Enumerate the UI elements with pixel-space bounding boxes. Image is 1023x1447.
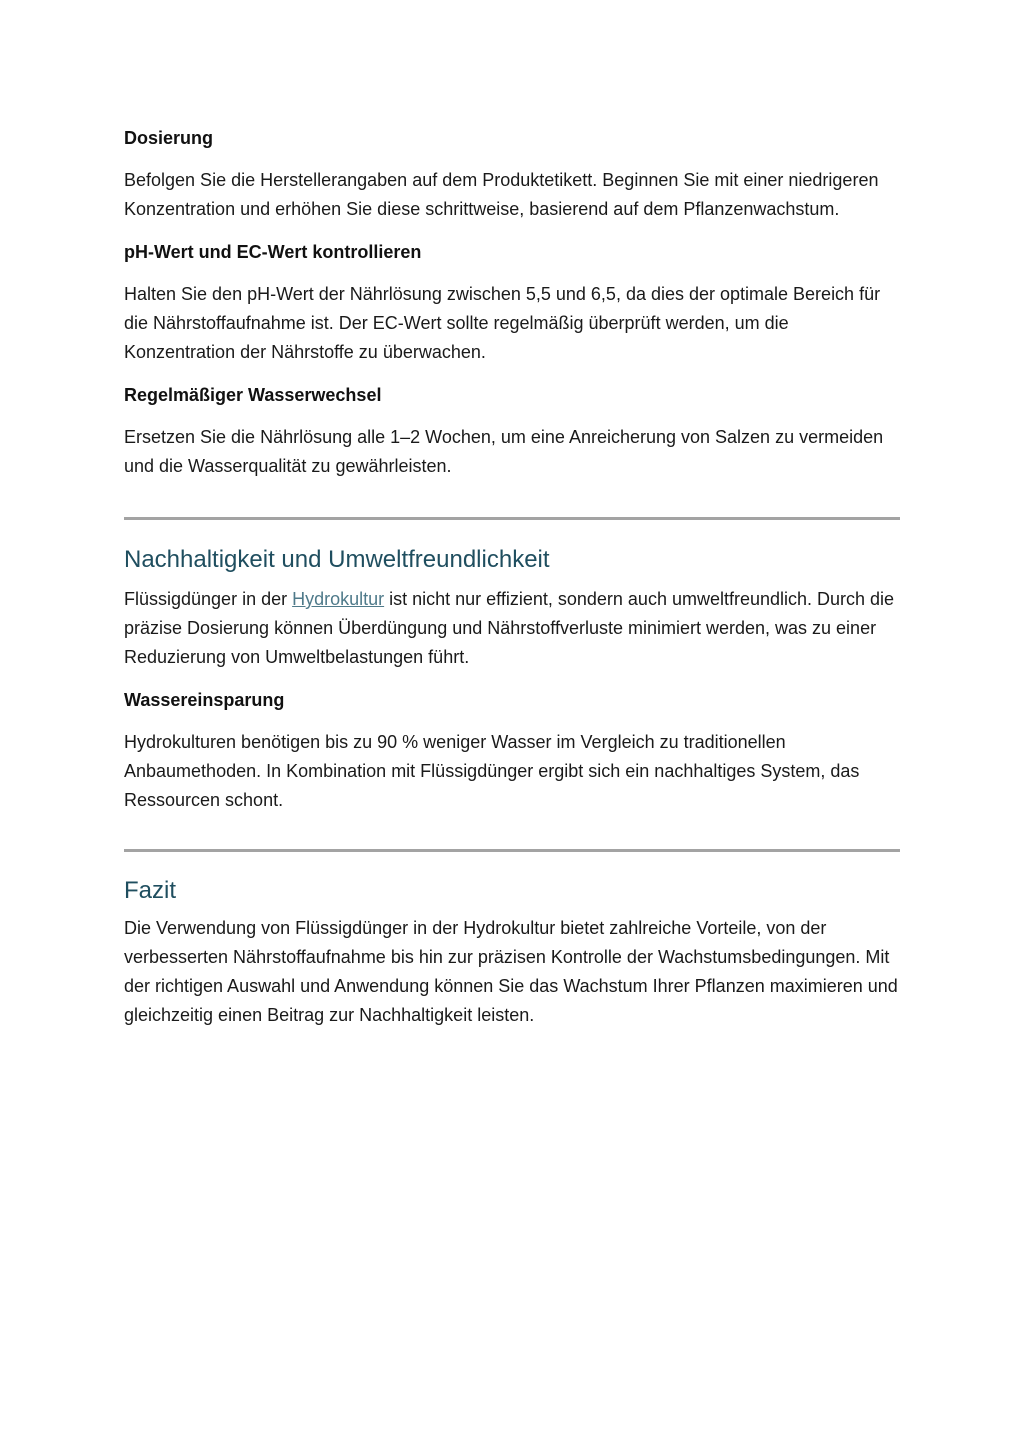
intro-text-before-link: Flüssigdünger in der [124,589,293,609]
paragraph-ph-ec: Halten Sie den pH-Wert der Nährlösung zwischen 5,5 und 6,5, da dies der optimale Bereich für die Nährstoffaufnahme ist. Der EC-Wert sollte regelmäßig überprüft werden, um die Konzentration der Nährstoffe zu überwachen. [124,284,881,362]
document-page [124,118,900,1030]
section-divider [124,517,900,520]
heading-dosierung: Dosierung [124,128,214,148]
section-title-fazit: Fazit [124,877,177,904]
heading-ph-ec: pH-Wert und EC-Wert kontrollieren [124,242,422,262]
paragraph-wasserwechsel: Ersetzen Sie die Nährlösung alle 1–2 Wochen, um eine Anreicherung von Salzen zu vermeiden und die Wasserqualität zu gewährleisten. [124,427,884,476]
paragraph-nachhaltigkeit-intro [124,585,900,672]
hydrokultur-link[interactable]: Hydrokultur [292,589,385,609]
intro-text-after-link: ist nicht nur effizient, sondern auch umweltfreundlich. Durch die präzise Dosierung können Überdüngung und Nährstoffverluste minimiert werden, was zu einer Reduzierung von Umweltbelastungen führt. [124,589,895,667]
section-title-nachhaltigkeit: Nachhaltigkeit und Umweltfreundlichkeit [124,546,550,573]
section-divider [124,849,900,852]
heading-wasserwechsel: Regelmäßiger Wasserwechsel [124,385,382,405]
paragraph-wassereinsparung: Hydrokulturen benötigen bis zu 90 % weniger Wasser im Vergleich zu traditionellen Anbaumethoden. In Kombination mit Flüssigdünger ergibt sich ein nachhaltiges System, das Ressourcen schont. [124,732,860,810]
paragraph-fazit: Die Verwendung von Flüssigdünger in der Hydrokultur bietet zahlreiche Vorteile, von der verbesserten Nährstoffaufnahme bis hin zur präzisen Kontrolle der Wachstumsbedingungen. Mit der richtigen Auswahl und Anwendung können Sie das Wachstum Ihrer Pflanzen maximieren und gleichzeitig einen Beitrag zur Nachhaltigkeit leisten. [124,918,898,1025]
paragraph-dosierung: Befolgen Sie die Herstellerangaben auf dem Produktetikett. Beginnen Sie mit einer niedrigeren Konzentration und erhöhen Sie diese schrittweise, basierend auf dem Pflanzenwachstum. [124,170,879,219]
heading-wassereinsparung: Wassereinsparung [124,690,285,710]
